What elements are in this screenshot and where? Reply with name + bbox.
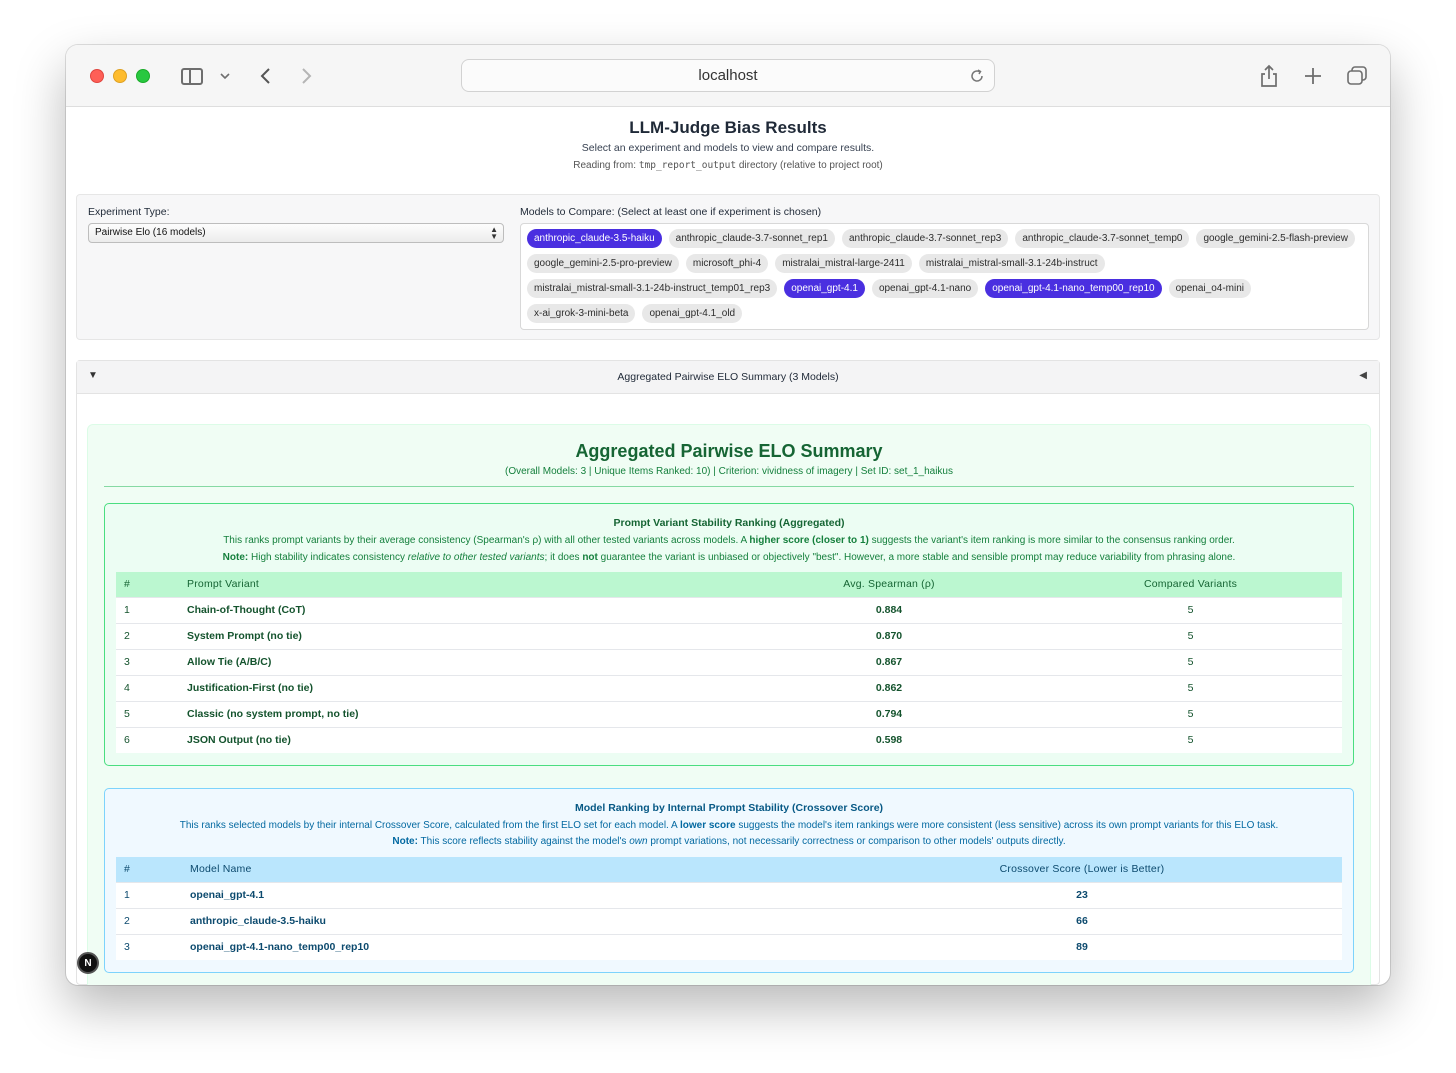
cell-variant: Classic (no system prompt, no tie) — [179, 701, 739, 727]
cell-score: 66 — [822, 908, 1342, 934]
cell-compared: 5 — [1039, 701, 1342, 727]
table-row — [116, 675, 1342, 701]
table-row — [116, 727, 1342, 753]
model-chip[interactable]: google_gemini-2.5-flash-preview — [1196, 229, 1355, 248]
table-row — [116, 882, 1342, 908]
col-avg-spearman: Avg. Spearman (ρ) — [739, 572, 1039, 597]
cell-score: 23 — [822, 882, 1342, 908]
forward-arrow-icon[interactable] — [296, 63, 318, 89]
col-rank: # — [116, 572, 179, 597]
col-crossover-score: Crossover Score (Lower is Better) — [822, 857, 1342, 882]
stability-table — [116, 572, 1342, 753]
cell-compared: 5 — [1039, 649, 1342, 675]
chevron-down-icon[interactable] — [218, 63, 232, 89]
cell-spearman: 0.867 — [739, 649, 1039, 675]
page-content — [66, 107, 1390, 985]
summary-title: Aggregated Pairwise ELO Summary — [575, 441, 883, 461]
stability-description: This ranks prompt variants by their average consistency (Spearman's ρ) with all other tested variants across models. A higher score (closer to 1) suggests the variant's item ranking is more similar to the consensus ranking order. — [223, 535, 1235, 546]
table-header-row — [116, 857, 1342, 882]
model-chip[interactable]: microsoft_phi-4 — [686, 254, 768, 273]
cell-rank: 1 — [116, 882, 182, 908]
cell-model: openai_gpt-4.1 — [182, 882, 822, 908]
model-chip[interactable]: mistralai_mistral-small-3.1-24b-instruct_temp01_rep3 — [527, 279, 777, 298]
select-arrows-icon: ▲ ▼ — [490, 225, 498, 241]
crossover-panel — [104, 788, 1354, 973]
elo-summary-section — [76, 360, 1380, 985]
stability-note: Note: High stability indicates consistency relative to other tested variants; it does not guarantee the variant is unbiased or objectively "best". However, a more stable and sensible prompt may reduce variability from phrasing alone. — [222, 552, 1236, 563]
cell-spearman: 0.794 — [739, 701, 1039, 727]
crossover-note: Note: This score reflects stability against the model's own prompt variations, not necessarily correctness or comparison to other models' outputs directly. — [392, 836, 1066, 847]
cell-variant: Chain-of-Thought (CoT) — [179, 597, 739, 623]
cell-rank: 4 — [116, 675, 179, 701]
model-chip[interactable]: openai_gpt-4.1-nano — [872, 279, 978, 298]
crossover-description: This ranks selected models by their internal Crossover Score, calculated from the first ELO set for each model. A lower score suggests the model's item rankings were more consistent (less sensitive) across its own prompt variants for this ELO task. — [179, 820, 1279, 831]
minimize-window-button[interactable] — [113, 69, 127, 83]
col-rank: # — [116, 857, 182, 882]
model-chip[interactable]: openai_gpt-4.1_old — [642, 304, 742, 323]
col-model-name: Model Name — [182, 857, 822, 882]
browser-toolbar — [66, 45, 1390, 107]
table-row — [116, 597, 1342, 623]
model-chip[interactable]: openai_o4-mini — [1169, 279, 1251, 298]
section-header-label: Aggregated Pairwise ELO Summary (3 Models) — [617, 371, 839, 383]
divider — [104, 486, 1354, 487]
reading-from-note: Reading from: tmp_report_output directory (relative to project root) — [573, 160, 883, 171]
summary-meta: (Overall Models: 3 | Unique Items Ranked: 10) | Criterion: vividness of imagery | Set ID: set_1_haikus — [505, 466, 953, 477]
models-multiselect[interactable] — [520, 223, 1369, 330]
tab-overview-icon[interactable] — [1344, 63, 1370, 89]
experiment-type-label: Experiment Type: — [88, 206, 170, 218]
crossover-table — [116, 857, 1342, 960]
table-row — [116, 908, 1342, 934]
experiment-type-select[interactable]: Pairwise Elo (16 models) ▲ ▼ — [88, 223, 504, 243]
cell-model: anthropic_claude-3.5-haiku — [182, 908, 822, 934]
cell-spearman: 0.870 — [739, 623, 1039, 649]
cell-compared: 5 — [1039, 597, 1342, 623]
section-toggle-header[interactable] — [77, 361, 1379, 394]
cell-variant: JSON Output (no tie) — [179, 727, 739, 753]
elo-summary-card — [87, 424, 1371, 985]
cell-spearman: 0.884 — [739, 597, 1039, 623]
col-prompt-variant: Prompt Variant — [179, 572, 739, 597]
model-chip[interactable]: mistralai_mistral-large-2411 — [775, 254, 912, 273]
url-text: localhost — [698, 67, 758, 84]
cell-compared: 5 — [1039, 727, 1342, 753]
model-chip[interactable]: openai_gpt-4.1-nano_temp00_rep10 — [985, 279, 1161, 298]
cell-variant: Justification-First (no tie) — [179, 675, 739, 701]
table-header-row — [116, 572, 1342, 597]
cell-score: 89 — [822, 934, 1342, 960]
reload-icon[interactable] — [968, 67, 986, 85]
models-to-compare-label: Models to Compare: (Select at least one if experiment is chosen) — [520, 206, 822, 218]
controls-panel — [76, 194, 1380, 340]
cell-variant: Allow Tie (A/B/C) — [179, 649, 739, 675]
cell-rank: 2 — [116, 908, 182, 934]
nextjs-dev-badge[interactable]: N — [77, 952, 99, 974]
new-tab-icon[interactable] — [1300, 63, 1326, 89]
cell-rank: 3 — [116, 649, 179, 675]
cell-rank: 3 — [116, 934, 182, 960]
model-chip[interactable]: openai_gpt-4.1 — [784, 279, 865, 298]
model-chip[interactable]: anthropic_claude-3.5-haiku — [527, 229, 662, 248]
expand-triangle-icon[interactable]: ▼ — [88, 370, 98, 381]
col-compared-variants: Compared Variants — [1039, 572, 1342, 597]
sidebar-toggle-icon[interactable] — [180, 63, 204, 89]
model-chip[interactable]: x-ai_grok-3-mini-beta — [527, 304, 635, 323]
cell-spearman: 0.862 — [739, 675, 1039, 701]
back-arrow-icon[interactable] — [254, 63, 276, 89]
table-row — [116, 649, 1342, 675]
page-subtitle: Select an experiment and models to view and compare results. — [581, 142, 875, 154]
page-title: LLM-Judge Bias Results — [629, 118, 827, 137]
collapse-triangle-icon[interactable]: ◀ — [1359, 370, 1367, 381]
model-chip[interactable]: anthropic_claude-3.7-sonnet_temp0 — [1015, 229, 1189, 248]
model-chip[interactable]: mistralai_mistral-small-3.1-24b-instruct — [919, 254, 1105, 273]
table-row — [116, 701, 1342, 727]
share-icon[interactable] — [1256, 63, 1282, 89]
cell-rank: 5 — [116, 701, 179, 727]
cell-compared: 5 — [1039, 675, 1342, 701]
cell-rank: 2 — [116, 623, 179, 649]
model-chip[interactable]: google_gemini-2.5-pro-preview — [527, 254, 679, 273]
model-chip[interactable]: anthropic_claude-3.7-sonnet_rep3 — [842, 229, 1008, 248]
zoom-window-button[interactable] — [136, 69, 150, 83]
cell-rank: 6 — [116, 727, 179, 753]
table-row — [116, 623, 1342, 649]
table-row — [116, 934, 1342, 960]
crossover-title: Model Ranking by Internal Prompt Stability (Crossover Score) — [574, 802, 884, 814]
prompt-stability-panel — [104, 503, 1354, 766]
cell-variant: System Prompt (no tie) — [179, 623, 739, 649]
close-window-button[interactable] — [90, 69, 104, 83]
stability-title: Prompt Variant Stability Ranking (Aggregated) — [613, 517, 845, 529]
directory-name: tmp_report_output — [638, 160, 737, 171]
browser-window — [66, 45, 1390, 985]
cell-model: openai_gpt-4.1-nano_temp00_rep10 — [182, 934, 822, 960]
cell-rank: 1 — [116, 597, 179, 623]
model-chip[interactable]: anthropic_claude-3.7-sonnet_rep1 — [669, 229, 835, 248]
cell-compared: 5 — [1039, 623, 1342, 649]
address-bar[interactable] — [461, 59, 995, 92]
cell-spearman: 0.598 — [739, 727, 1039, 753]
